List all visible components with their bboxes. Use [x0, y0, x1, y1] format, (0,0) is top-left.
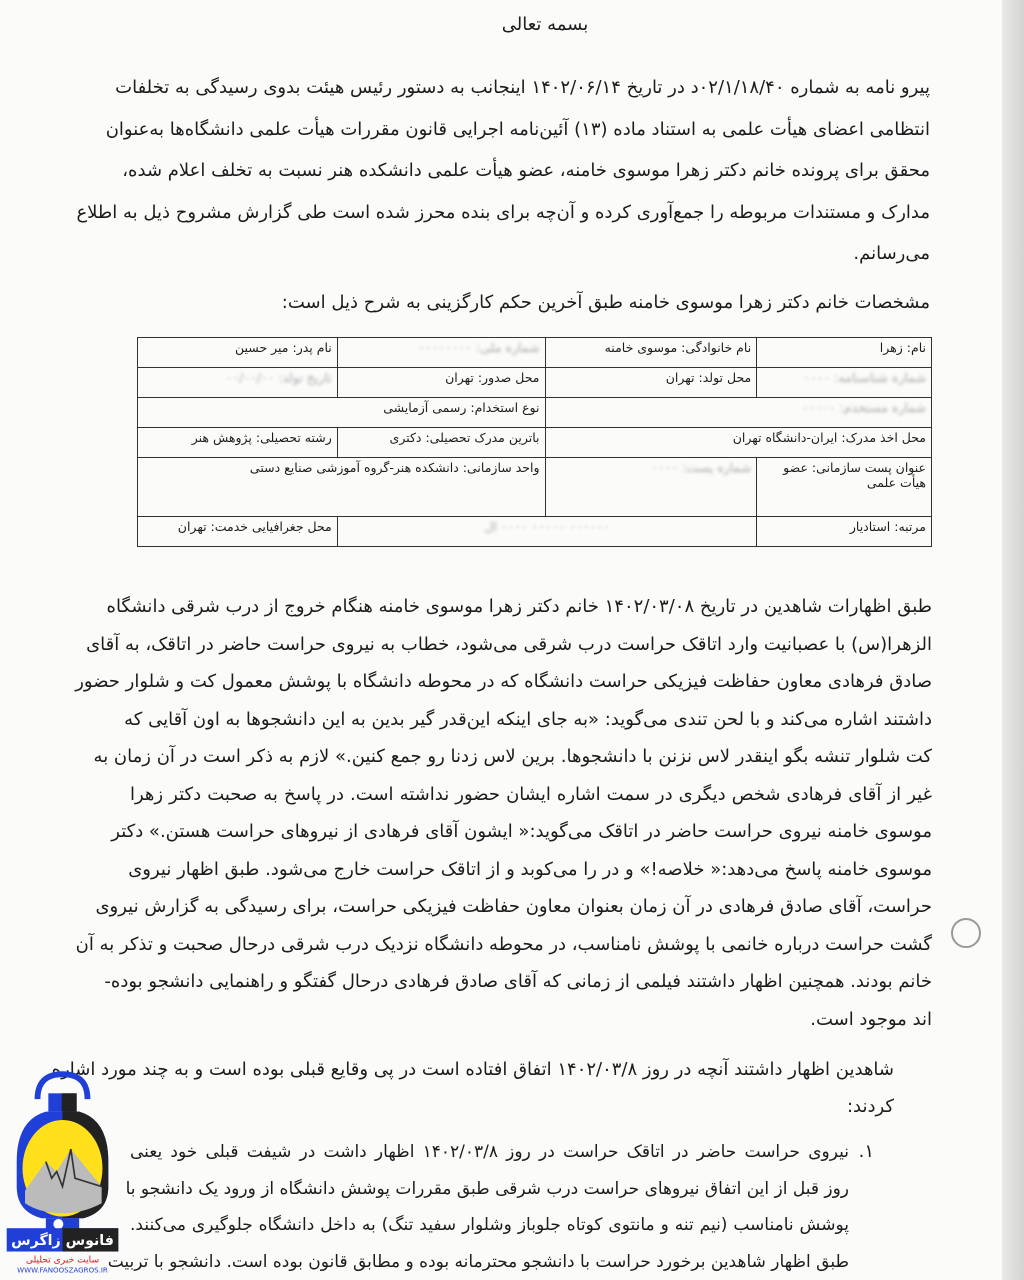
lantern-icon	[17, 1074, 109, 1230]
id-number: شماره شناسنامه: ۰۰۰۰	[757, 368, 932, 398]
employment-type: نوع استخدام: رسمی آزمایشی	[138, 398, 546, 428]
text-line: خانم بودند. همچنین اظهار داشتند فیلمی از زمانی که آقای صادق فرهادی درحال گفتگو و راهنمایی دانشجو بوده-	[104, 971, 932, 992]
item-number: ۱.	[858, 1141, 874, 1162]
text-line: کردند:	[846, 1096, 894, 1117]
national-id: شماره ملی: ۰۰۰۰۰۰۰۰	[337, 338, 545, 368]
text-line: شاهدین اظهار داشتند آنچه در روز ۱۴۰۲/۰۳/۸ اتفاق افتاده است در پی وقایع قبلی بوده است و به چند مورد اشاره	[51, 1059, 894, 1080]
text-line: غیر از آقای فرهادی شخص دیگری در سمت اشاره ایشان حضور نداشته است. در پاسخ به صحبت دکتر زهرا	[130, 783, 932, 805]
issue-place: محل صدور: تهران	[337, 368, 545, 398]
text-line: انتظامی اعضای هیأت علمی به استناد ماده (۱۳) آئین‌نامه اجرایی قانون مقررات هیأت علمی دانشگاه‌ها به‌عنوان	[105, 118, 930, 140]
post-number: شماره پست: ۰۰۰۰	[545, 458, 757, 517]
text-line: کت شلوار تنشه بگو اینقدر لاس نزنن با دانشجوها. برین لاس زدنا رو جمع کنین.» لازم به ذکر است در آن زمان به	[93, 746, 932, 767]
org-unit: واحد سازمانی: دانشکده هنر-گروه آموزشی صنایع دستی	[138, 458, 546, 517]
employee-number: شماره مستخدم: ۰۰۰۰۰	[545, 398, 932, 428]
post-title: عنوان پست سازمانی: عضو هیأت علمی	[757, 458, 932, 517]
text-line: طبق اظهار شاهدین برخورد حراست با دانشجو محترمانه بوده و مطابق قانون بوده است. دانشجو با تربیت	[107, 1251, 849, 1272]
text-line: طبق اظهارات شاهدین در تاریخ ۱۴۰۲/۰۳/۰۸ خانم دکتر زهرا موسوی خامنه هنگام خروج از درب شرقی دانشگاه	[106, 596, 932, 617]
text-line: روز قبل از این اتفاق نیروهای حراست درب شرقی طبق مقررات پوشش دانشگاه از ورود یک دانشجو با	[125, 1178, 849, 1199]
text-line: اند موجود است.	[810, 1008, 932, 1030]
text-line: حراست، آقای صادق فرهادی در آن زمان بعنوان معاون حفاظت فیزیکی حراست، برای رسیدگی به گزارش نیروی	[95, 896, 932, 917]
watermark-logo	[0, 1070, 125, 1274]
text-line: موسوی خامنه پاسخ می‌دهد:« خلاصه!» و در را می‌کوبد و از اتاقک حراست خارج می‌شود. طبق اظهار نیروی	[128, 858, 932, 880]
degree: باترین مدرک تحصیلی: دکتری	[337, 428, 545, 458]
personnel-table	[137, 337, 932, 547]
text-line: پوشش نامناسب (نیم تنه و مانتوی کوتاه جلوباز وشلوار سفید تنگ) به داخل دانشگاه جلوگیری می‌کنند.	[130, 1215, 849, 1235]
first-name: نام: زهرا	[757, 338, 932, 368]
text-line: مدارک و مستندات مربوطه را جمع‌آوری کرده و آن‌چه برای بنده محرز شده است طی گزارش مشروح ذیل به اطلاع	[76, 201, 930, 223]
text-line: گشت حراست درباره خانمی با پوشش نامناسب، در محوطه دانشگاه نزدیک درب شرقی درحال صحبت و تذکر به آن	[75, 933, 932, 955]
degree-place: محل اخذ مدرک: ایران-دانشگاه تهران	[545, 428, 932, 458]
text-line: می‌رسانم.	[853, 243, 930, 264]
redacted-cell: ۰۰۰۰۰۰ ۰۰۰۰۰ ۰۰۰۰ ال	[337, 517, 756, 547]
service-place: محل جغرافیایی خدمت: تهران	[138, 517, 338, 547]
text-line: پیرو نامه به شماره ۰۲/۱/۱۸/۴۰د در تاریخ ۱۴۰۲/۰۶/۱۴ اینجانب به دستور رئیس هیئت بدوی رسیدگی به تخلفات	[115, 77, 930, 98]
rank: مرتبه: استادیار	[757, 517, 932, 547]
scan-edge	[1002, 0, 1024, 1280]
watermark-tagline: سایت خبری تحلیلی	[25, 1255, 100, 1266]
watermark-name: فانوس زاگرس	[11, 1232, 114, 1249]
document-heading: بسمه تعالی	[501, 14, 589, 35]
father-name: نام پدر: میر حسین	[138, 338, 338, 368]
birth-date: تاریخ تولد: ۰۰/۰۰/۰۰	[138, 368, 338, 398]
birth-place: محل تولد: تهران	[545, 368, 757, 398]
text-line: الزهرا(س) با عصبانیت وارد اتاقک حراست درب شرقی می‌شود، خطاب به نیروی حراست حاضر در اتاقک، به آقای	[86, 633, 932, 655]
watermark-url: WWW.FANOOSZAGROS.IR	[17, 1265, 108, 1274]
text-line: صادق فرهادی معاون حفاظت فیزیکی حراست دانشگاه که در محوطه دانشگاه با پوشش معمول کت و شلوار حضور	[75, 671, 932, 692]
field: رشته تحصیلی: پژوهش هنر	[138, 428, 338, 458]
text-line: محقق برای پرونده خانم دکتر زهرا موسوی خامنه، عضو هیأت علمی دانشکده هنر نسبت به تخلف اعلام شده،	[122, 160, 930, 181]
punch-hole	[951, 918, 981, 948]
text-line: نیروی حراست حاضر در اتاقک حراست در روز ۱۴۰۲/۰۳/۸ اظهار داشت در شیفت قبلی خود یعنی	[130, 1142, 849, 1162]
text-line: داشتند اشاره می‌کند و با لحن تندی می‌گوید: «به جای اینکه این‌قدر گیر بدین به این دانشجوها به اون آقایی که	[124, 708, 932, 730]
profile-intro: مشخصات خانم دکتر زهرا موسوی خامنه طبق آخرین حکم کارگزینی به شرح ذیل است:	[281, 292, 930, 313]
text-line: موسوی خامنه نیروی حراست حاضر در اتاقک می‌گوید:« ایشون آقای فرهادی از نیروهای حراست هستن.» دکتر	[111, 821, 932, 842]
last-name: نام خانوادگی: موسوی خامنه	[545, 338, 757, 368]
